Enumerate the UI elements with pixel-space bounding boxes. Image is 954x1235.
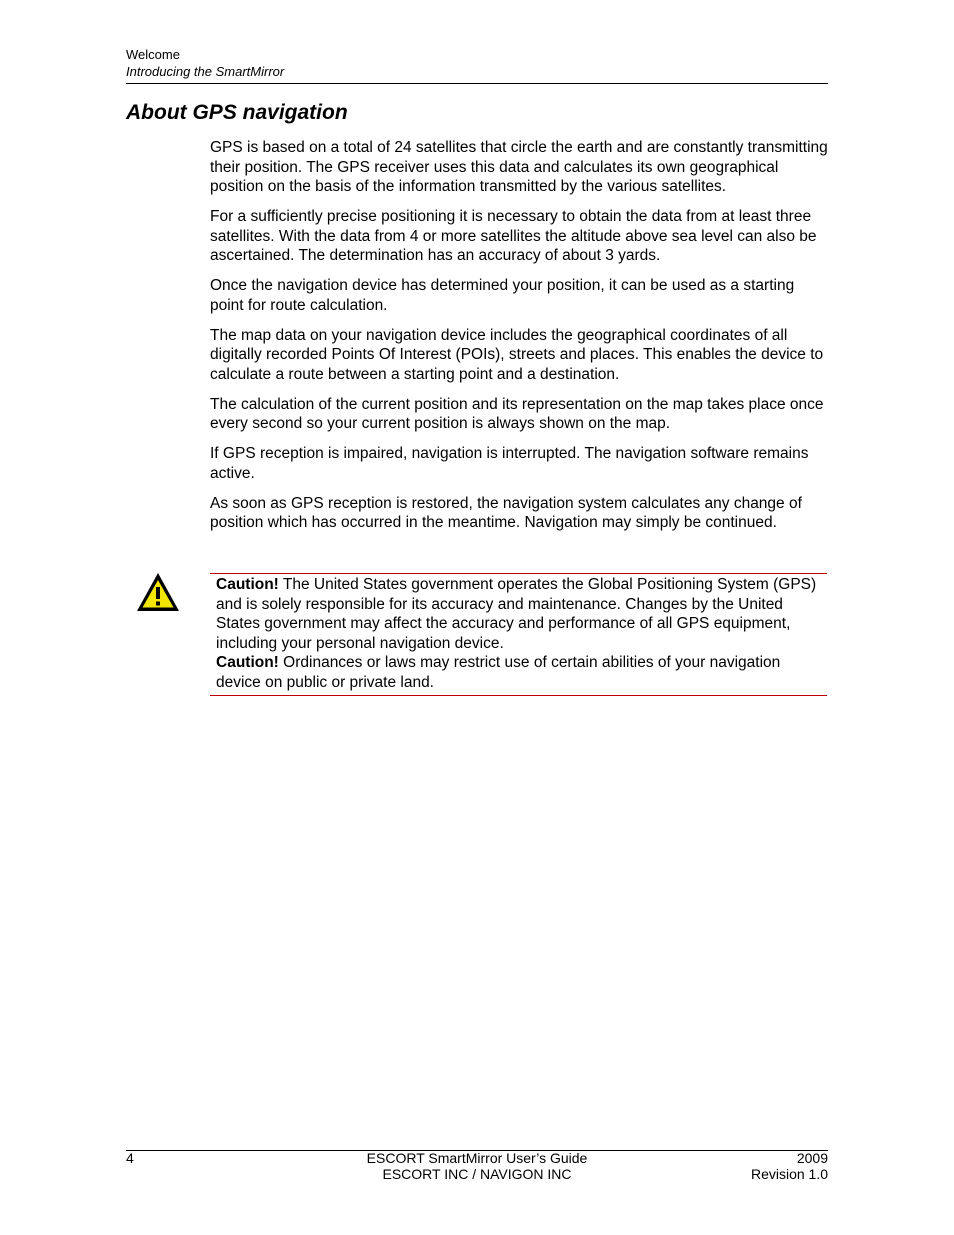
caution-box [210,573,827,696]
section-title: About GPS navigation [126,101,348,124]
footer-right [751,1151,828,1182]
warning-triangle-icon [135,571,181,613]
caution-text: The United States government operates the Global Positioning System (GPS) and is solely responsible for its accuracy and maintenance. Changes by the United States government may affect the accuracy and performance of all GPS equipment, including your personal navigation device. [216,576,817,652]
paragraph: For a sufficiently precise positioning it is necessary to obtain the data from at least three satellites. With the data from 4 or more satellites the altitude above sea level can also be ascertained. The determination has an accuracy of about 3 yards. [210,208,817,264]
body-text [210,138,830,543]
paragraph: If GPS reception is impaired, navigation is interrupted. The navigation software remains active. [210,445,809,482]
footer-year: 2009 [796,1150,828,1166]
guide-title: ESCORT SmartMirror User’s Guide [366,1150,588,1166]
caution-label: Caution! [216,576,279,593]
page-header [126,46,828,80]
caution-note [216,653,823,692]
header-subtitle: Introducing the SmartMirror [126,64,285,79]
footer-revision: Revision 1.0 [750,1165,828,1182]
caution-label: Caution! [216,654,279,671]
caution-text: Ordinances or laws may restrict use of certain abilities of your navigation device on public or private land. [216,654,781,691]
caution-note [216,575,823,653]
paragraph: The map data on your navigation device includes the geographical coordinates of all digitally recorded Points Of Interest (POIs), streets and places. This enables the device to calculate a route between a starting point and a destination. [210,326,824,383]
header-chapter: Welcome [126,47,180,62]
paragraph: GPS is based on a total of 24 satellites that circle the earth and are constantly transmitting their position. The GPS receiver uses this data and calculates its own geographical position on the basis of the information transmitted by the various satellites. [210,139,828,195]
paragraph: Once the navigation device has determined your position, it can be used as a starting point for route calculation. [210,277,795,314]
company-name: ESCORT INC / NAVIGON INC [382,1165,572,1182]
paragraph: As soon as GPS reception is restored, the navigation system calculates any change of position which has occurred in the meantime. Navigation may simply be continued. [210,494,802,531]
footer-center [126,1151,828,1182]
header-divider [126,83,828,84]
paragraph: The calculation of the current position and its representation on the map takes place once every second so your current position is always shown on the map. [210,395,824,432]
page-number: 4 [126,1150,134,1166]
